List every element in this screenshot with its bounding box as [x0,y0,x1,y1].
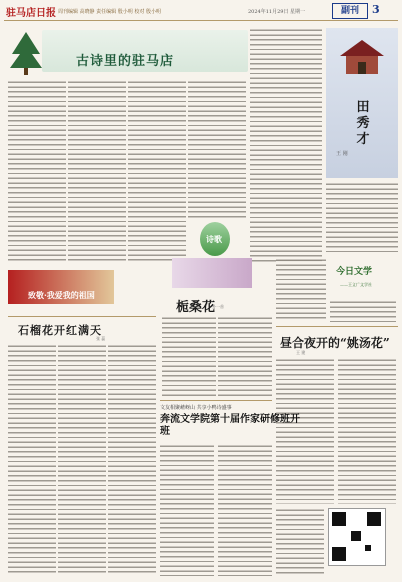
issue-date: 2024年11月29日 星期一 [248,9,306,15]
redflag-title: 石榴花开红满天 [18,324,102,337]
flowers-author: 外一首 [212,304,224,309]
qr-code[interactable] [328,508,386,566]
body-text-column [330,300,396,324]
body-text-column [160,444,214,576]
flower-illustration [172,258,252,288]
patriot-banner-title: 致敬·我爱我的祖国 [28,290,95,300]
literature-society-sub: ——王义广文学社 [340,282,372,287]
poetry-badge-label: 诗歌 [206,234,222,244]
masthead-tagline: 周刊编辑 高晓静 责任编辑 殷小明 校对 殷小明 [58,9,161,15]
tianxiu-author: 王 刚 [336,151,348,157]
body-text-column [250,28,322,264]
poem-feature-title: 古诗里的驻马店 [76,54,175,69]
temple-illustration [336,36,388,80]
section-label: 副刊 [332,3,368,19]
yehua-author: 王 建 [296,350,306,355]
redflag-author: 张 蕊 [96,336,106,341]
tianxiu-title: 田秀才 [356,100,370,147]
news-headline: 奔流文学院第十届作家研修班开班 [160,414,300,437]
body-text-column [188,80,246,220]
body-text-column [8,80,66,264]
body-text-column [162,316,216,396]
masthead-rule [4,20,398,21]
body-text-column [276,258,326,322]
body-text-column [8,344,56,576]
masthead [0,0,402,26]
flowers-title: 栀桑花 [176,300,216,315]
pine-tree-illustration [6,28,46,76]
body-text-column [108,344,156,576]
body-text-column [326,182,398,254]
literature-society-title: 今日文学 [336,267,373,277]
section-divider [8,316,156,317]
newspaper-logo: 驻马店日报 [6,8,56,19]
body-text-column [218,316,272,396]
section-divider [276,326,398,327]
news-kicker: 文友相聚嵖岈山 共享小鸭诗盛事 [160,405,232,411]
body-text-column [218,444,272,576]
body-text-column [338,358,396,504]
body-text-column [128,80,186,264]
yehua-title: 昼合夜开的“姚汤花” [280,336,390,350]
section-divider [160,400,272,401]
body-text-column [58,344,106,576]
body-text-column [68,80,126,264]
body-text-column [276,508,324,576]
page-number: 3 [372,3,380,16]
